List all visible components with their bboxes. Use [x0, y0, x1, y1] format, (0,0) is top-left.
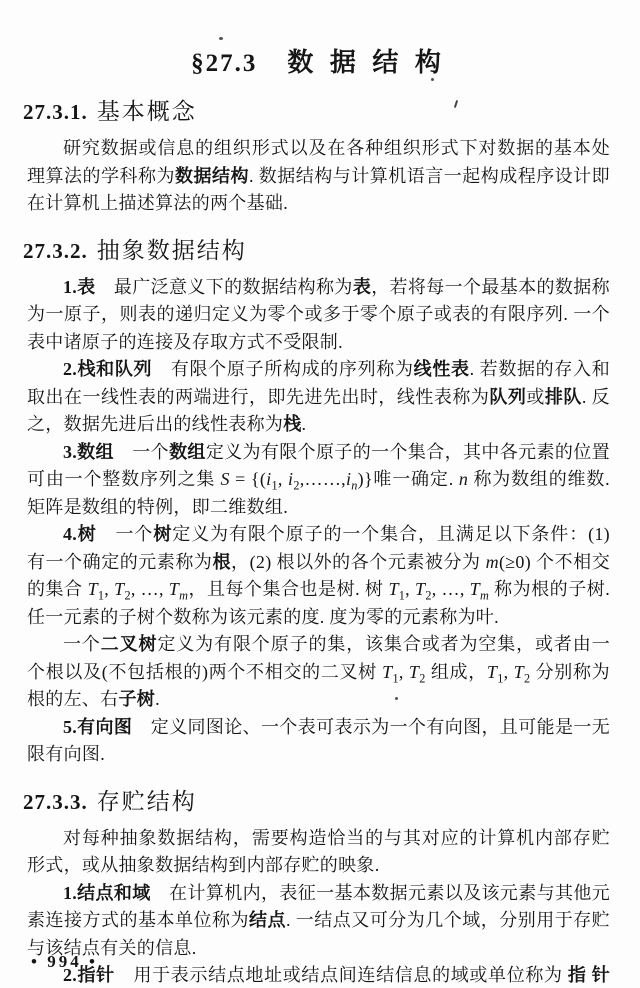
section-abstract-data-structures [23, 232, 611, 769]
text-run: 1 [392, 671, 399, 686]
text-run: 最广泛意义下的数据结构称为 [95, 276, 353, 297]
text-run: , [277, 469, 288, 489]
text-run: 对每种抽象数据结构，需要构造恰当的与其对应的计算机内部存贮形式，或从抽象数据结构到内部存贮的映象. [27, 827, 610, 875]
keyterm: 表 [352, 276, 372, 297]
text-run: , …, [130, 579, 169, 599]
text-run: . 数据结构与计算机语言一起构成程序设计即在计算机上描述算法的两个基础. [27, 165, 610, 213]
text-run: 1 [271, 478, 278, 493]
title-text: 数 据 结 构 [287, 48, 446, 77]
section-heading [23, 232, 610, 265]
text-run: T [469, 579, 480, 599]
text-run: 定义同图论、一个表可表示为一个有向图，且可能是一无限有向图. [27, 716, 610, 764]
text-run: , [405, 579, 415, 599]
keyterm: 指 针 [567, 965, 611, 985]
text-run: . 一结点又可分为几个域，分别用于存贮与该结点有关的信息. [27, 910, 610, 958]
keyterm: 数据结构 [174, 165, 249, 186]
paragraph [27, 356, 610, 439]
text-run: T [513, 661, 524, 682]
section-paragraphs [27, 825, 610, 988]
text-run: . [301, 414, 307, 434]
section-storage-structures [23, 783, 611, 988]
keyterm: 1.表 [63, 276, 96, 297]
text-run: , [503, 661, 514, 682]
text-run: 称为根的子树. 任一元素的子树个数称为该元素的度. 度为零的元素称为叶. [27, 579, 611, 627]
keyterm: 子树 [118, 689, 156, 709]
keyterm: 3.数组 [63, 441, 114, 462]
text-run: 2 [425, 588, 432, 603]
keyterm: 2.栈和队列 [63, 359, 153, 379]
text-run: = {( [229, 469, 267, 489]
keyterm: 树 [153, 524, 173, 544]
text-run: n [458, 469, 469, 489]
text-run: m [485, 551, 499, 572]
section-paragraphs [27, 135, 610, 218]
section-heading [23, 93, 610, 126]
keyterm: 2.指针 [63, 965, 115, 985]
paragraph [27, 631, 610, 714]
text-run: 组成， [425, 661, 487, 682]
paragraph [27, 825, 610, 880]
text-run: 2 [523, 671, 531, 686]
paragraph [27, 135, 610, 218]
text-run: , [104, 579, 115, 599]
text-run: S [220, 469, 230, 489]
scan-speckle [219, 37, 223, 40]
text-run: 定义为有限个原子的集，该集合或者为空集，或者由一个根以及(不包括根的)两个不相交的二叉树 [27, 634, 610, 682]
text-run: T [408, 661, 420, 682]
text-run: ，且每个集合也是树. 树 [188, 579, 389, 599]
keyterm: 4.树 [63, 524, 97, 544]
text-run: 定义为有限个原子的一个集合，且满足以下条件：(1) 有一个确定的元素称为 [27, 524, 610, 572]
keyterm: 根 [212, 551, 232, 572]
text-run: . 若数据的存入和取出在一线性表的两端进行，即先进先出时，线性表称为 [27, 359, 610, 407]
text-run: 称为数组的维数. 矩阵是数组的特例，即二维数组. [27, 469, 610, 517]
text-run: . [155, 689, 160, 709]
page-title [27, 42, 610, 79]
scan-speckle [431, 78, 434, 81]
text-run: 2 [293, 478, 300, 493]
section-title: 基本概念 [96, 99, 197, 124]
text-run: ，(2) 根以外的各个元素被分为 [231, 551, 486, 572]
section-number: 27.3.1. [23, 100, 88, 124]
text-run: i [345, 469, 352, 489]
page-number: • 994 • [31, 952, 98, 971]
title-section-number: §27.3 [191, 50, 258, 77]
keyterm: 数组 [169, 441, 206, 462]
text-run: i [266, 469, 272, 489]
text-run: 一个 [96, 524, 154, 544]
text-run: (≥0) 个不相交的集合 [27, 551, 610, 599]
text-run: m [479, 588, 490, 603]
text-run: i [288, 469, 294, 489]
paragraph [27, 962, 610, 988]
keyterm: 结点 [248, 910, 286, 930]
text-run: 1 [398, 588, 406, 603]
paragraph [27, 521, 610, 631]
keyterm: 队列 [489, 386, 527, 407]
text-run: 一个 [63, 634, 101, 654]
text-run: . 反之，数据先进后出的线性表称为 [27, 386, 610, 434]
paragraph [27, 274, 610, 357]
text-run: ,……, [299, 469, 346, 489]
section-basic-concepts [23, 93, 610, 218]
text-run: ，若将每一个最基本的数据称为一原子，则表的递归定义为零个或多于零个原子或表的有限序列. 一个表中诸原子的连接及存取方式不受限制. [27, 276, 610, 352]
paragraph [27, 880, 610, 963]
text-run: 2 [419, 671, 426, 686]
text-run: , …, [431, 579, 470, 599]
text-run: T [388, 579, 399, 599]
keyterm: 栈 [283, 414, 302, 434]
text-run: 有限个原子所构成的序列称为 [152, 359, 414, 379]
text-run: m [179, 588, 189, 603]
text-run: 用于表示结点地址或结点间连结信息的域或单位称为 [114, 965, 568, 985]
text-run: T [486, 661, 498, 682]
text-run: T [114, 579, 125, 599]
text-run: 一个 [113, 441, 170, 462]
keyterm: 线性表 [413, 359, 470, 379]
text-run: n [351, 478, 358, 493]
text-run: 1 [497, 671, 504, 686]
section-title: 存贮结构 [96, 788, 197, 814]
section-number: 27.3.2. [23, 238, 88, 263]
keyterm: 排队 [544, 386, 582, 407]
keyterm: 二叉树 [100, 634, 158, 654]
section-paragraphs [27, 274, 610, 769]
text-run: 研究数据或信息的组织形式以及在各种组织形式下对数据的基本处理算法的学科称为 [27, 138, 610, 186]
text-run: )}唯一确定. [357, 469, 459, 489]
text-run: T [415, 579, 426, 599]
text-run: 在计算机内，表征一基本数据元素以及该元素与其他元素连接方式的基本单位称为 [27, 882, 610, 930]
text-run: T [168, 579, 180, 599]
paragraph [27, 714, 610, 769]
text-run: 1 [97, 588, 105, 603]
text-run: T [382, 661, 393, 682]
section-title: 抽象数据结构 [96, 237, 247, 263]
keyterm: 5.有向图 [63, 716, 133, 737]
text-run: 分别称为根的左、右 [27, 661, 610, 709]
section-number: 27.3.3. [23, 789, 88, 814]
section-heading [23, 783, 610, 816]
text-run: T [87, 579, 98, 599]
paragraph [27, 439, 610, 522]
keyterm: 1.结点和域 [63, 882, 151, 903]
text-run: 2 [124, 588, 131, 603]
scan-speckle [395, 697, 398, 700]
text-run: , [398, 661, 409, 682]
text-run: 定义为有限个原子的一个集合，其中各元素的位置可由一个整数序列之集 [27, 441, 610, 489]
text-run: 或 [526, 386, 545, 407]
